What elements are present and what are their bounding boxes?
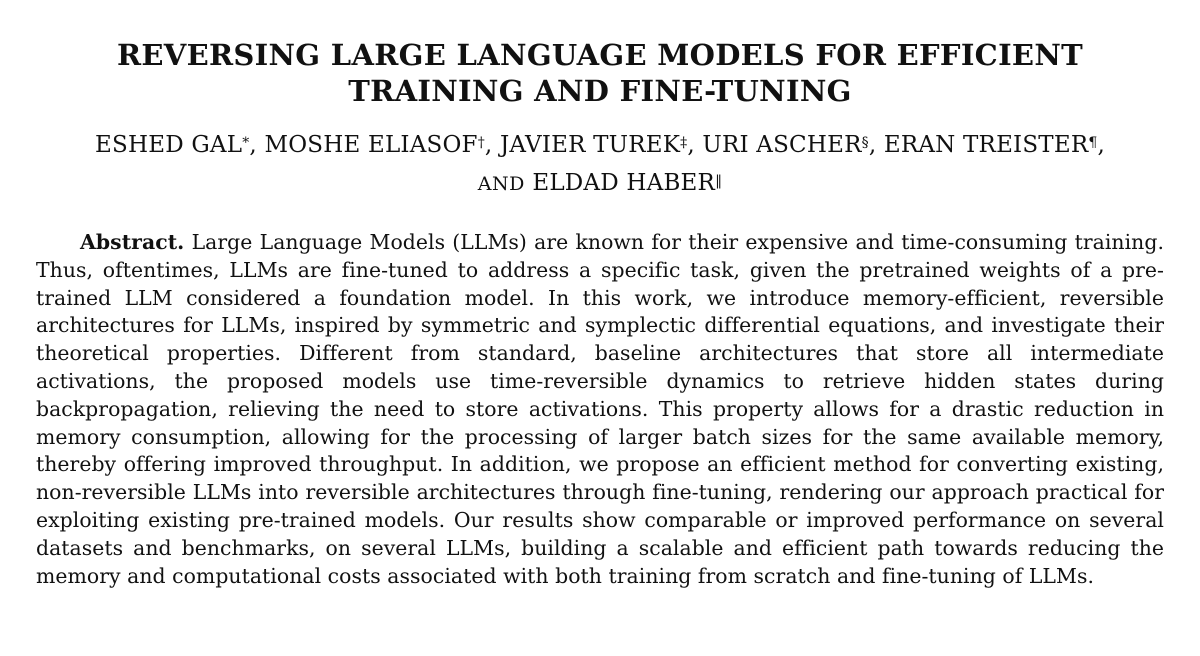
abstract-text: Large Language Models (LLMs) are known for their expensive and time-consuming training. Thus, oftentimes, LLMs are fine-tuned to address a specific task, given the pretrained weights of a pre-trained LLM considered a foundation model. In this work, we introduce memory-efficient, reversible architectures for LLMs, inspired by symmetric and symplectic differential equations, and investigate their theoretical properties. Different from standard, baseline architectures that store all intermediate activations, the proposed models use time-reversible dynamics to retrieve hidden states during backpropagation, relieving the need to store activations. This property allows for a drastic reduction in memory consumption, allowing for the processing of larger batch sizes for the same available memory, thereby offering improved throughput. In addition, we propose an efficient method for converting existing, non-reversible LLMs into reversible architectures through fine-tuning, rendering our approach practical for exploiting existing pre-trained models. Our results show comparable or improved performance on several datasets and benchmarks, on several LLMs, building a scalable and efficient path towards reducing the memory and computational costs associated with both training from scratch and fine-tuning of LLMs. [36,230,1164,588]
author-name: ESHED GAL* [95,132,250,158]
abstract-label: Abstract. [80,230,185,254]
paper-title-line-2: TRAINING AND FINE-TUNING [348,74,852,108]
author-footnote-mark: * [242,135,250,151]
author-list-continued [20,168,1180,199]
author-footnote-mark: ‡ [680,135,688,151]
author-name: URI ASCHER§ [702,132,869,158]
abstract [36,229,1164,590]
author-name: JAVIER TUREK‡ [499,132,688,158]
author-list: ESHED GAL*, MOSHE ELIASOF†, JAVIER TUREK‡, URI ASCHER§, ERAN TREISTER¶, [95,132,1105,158]
author-name: ERAN TREISTER¶ [883,132,1098,158]
author-name: MOSHE ELIASOF† [264,132,485,158]
paper-title-line-1: REVERSING LARGE LANGUAGE MODELS FOR EFFICIENT [116,38,1084,72]
author-footnote-mark: § [861,135,869,151]
author-footnote-mark: ¶ [1088,135,1098,151]
author-name: ELDAD HABER‖ [532,170,723,196]
and-connector: AND [477,173,525,195]
author-footnote-mark: † [477,135,485,151]
author-footnote-mark: ‖ [715,173,723,189]
